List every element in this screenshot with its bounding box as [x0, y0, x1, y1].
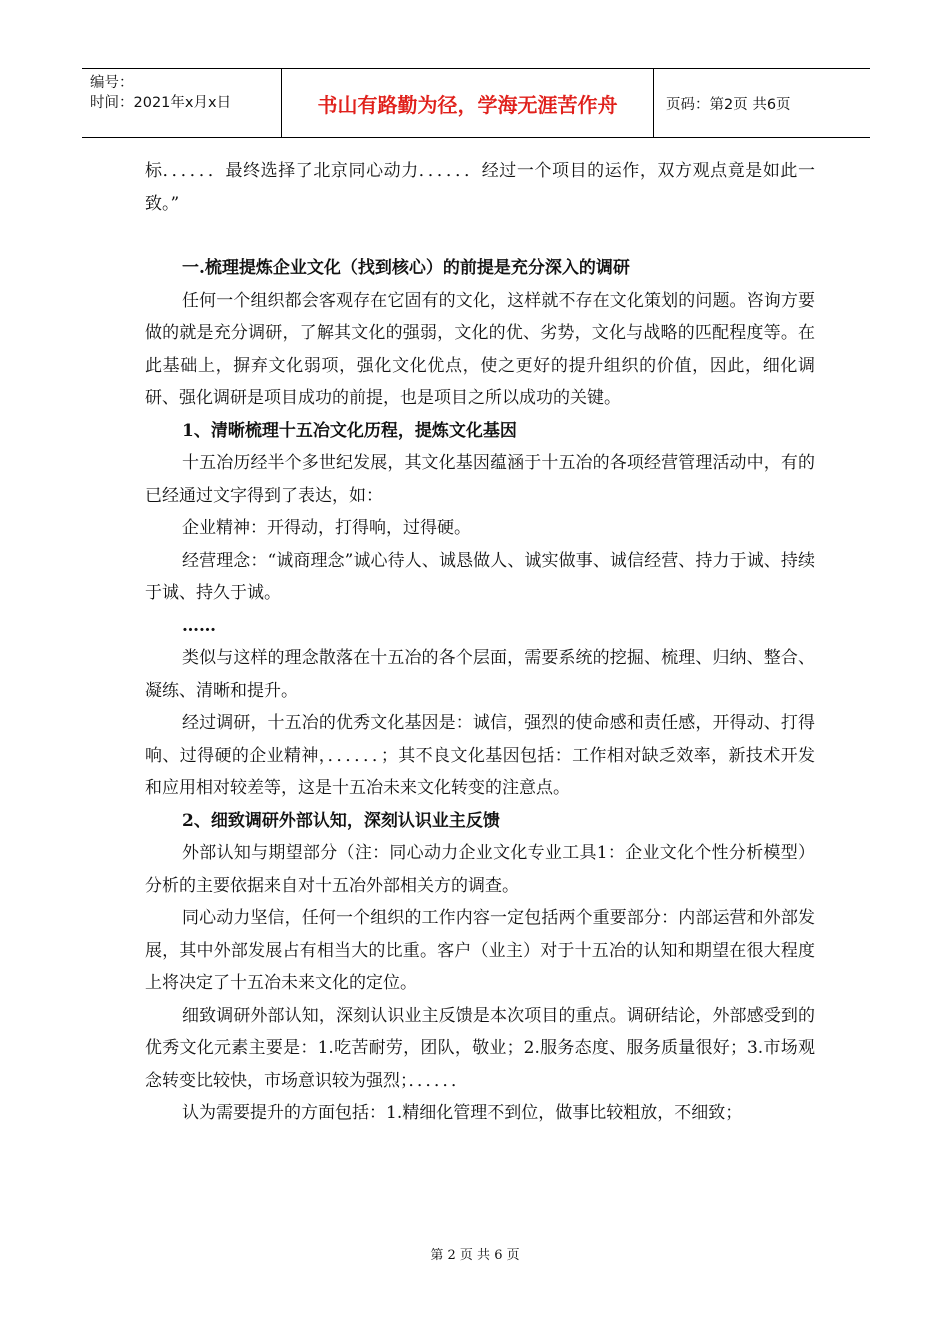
- header-motto: 书山有路勤为径，学海无涯苦作舟: [282, 69, 654, 137]
- paragraph: 外部认知与期望部分（注：同心动力企业文化专业工具1：企业文化个性分析模型）分析的主要依据来自对十五冶外部相关方的调查。: [145, 843, 815, 896]
- number-label: 编号：: [90, 75, 134, 91]
- page-footer: 第 2 页 共 6 页: [430, 1248, 520, 1263]
- header-meta: [82, 69, 282, 137]
- document-body: [145, 155, 815, 1130]
- subsection-heading: 2、细致调研外部认知，深刻认识业主反馈: [182, 810, 500, 831]
- section-heading: 一.梳理提炼企业文化（找到核心）的前提是充分深入的调研: [182, 258, 630, 278]
- paragraph: 经过调研，十五冶的优秀文化基因是：诚信，强烈的使命感和责任感，开得动、打得响、过得硬的企业精神，．．．．．．；其不良文化基因包括：工作相对缺乏效率，新技术开发和应用相对较差等，这是十五冶未来文化转变的注意点。: [145, 713, 815, 798]
- paragraph: 同心动力坚信，任何一个组织的工作内容一定包括两个重要部分：内部运营和外部发展，其中外部发展占有相当大的比重。客户（业主）对于十五冶的认知和期望在很大程度上将决定了十五冶未来文化的定位。: [145, 908, 815, 993]
- ellipsis-line: ……: [182, 615, 216, 636]
- paragraph: 任何一个组织都会客观存在它固有的文化，这样就不存在文化策划的问题。咨询方要做的就是充分调研，了解其文化的强弱，文化的优、劣势，文化与战略的匹配程度等。在此基础上，摒弃文化弱项，强化文化优点，使之更好的提升组织的价值，因此，细化调研、强化调研是项目成功的前提，也是项目之所以成功的关键。: [145, 290, 815, 408]
- paragraph: 企业精神：开得动，打得响，过得硬。: [182, 518, 471, 538]
- paragraph: 十五冶历经半个多世纪发展，其文化基因蕴涵于十五冶的各项经营管理活动中，有的已经通过文字得到了表达，如：: [145, 453, 815, 506]
- page-header: [82, 68, 870, 138]
- header-page-info: 页码：第2页 共6页: [666, 96, 791, 113]
- paragraph: 类似与这样的理念散落在十五冶的各个层面，需要系统的挖掘、梳理、归纳、整合、凝练、清晰和提升。: [145, 648, 815, 701]
- paragraph: 标．．．．．．最终选择了北京同心动力．．．．．．经过一个项目的运作，双方观点竟是如此一致。”: [145, 161, 815, 214]
- subsection-heading: 1、清晰梳理十五冶文化历程，提炼文化基因: [182, 420, 517, 441]
- paragraph: 细致调研外部认知，深刻认识业主反馈是本次项目的重点。调研结论，外部感受到的优秀文化元素主要是：1.吃苦耐劳，团队，敬业；2.服务态度、服务质量很好；3.市场观念转变比较快，市场意识较为强烈；．．．．．．: [145, 1005, 815, 1091]
- time-label: 时间：2021年x月x日: [90, 95, 232, 111]
- paragraph: 认为需要提升的方面包括：1.精细化管理不到位，做事比较粗放，不细致；: [182, 1103, 743, 1123]
- paragraph: 经营理念：“诚商理念”诚心待人、诚恳做人、诚实做事、诚信经营、持力于诚、持续于诚、持久于诚。: [145, 550, 815, 603]
